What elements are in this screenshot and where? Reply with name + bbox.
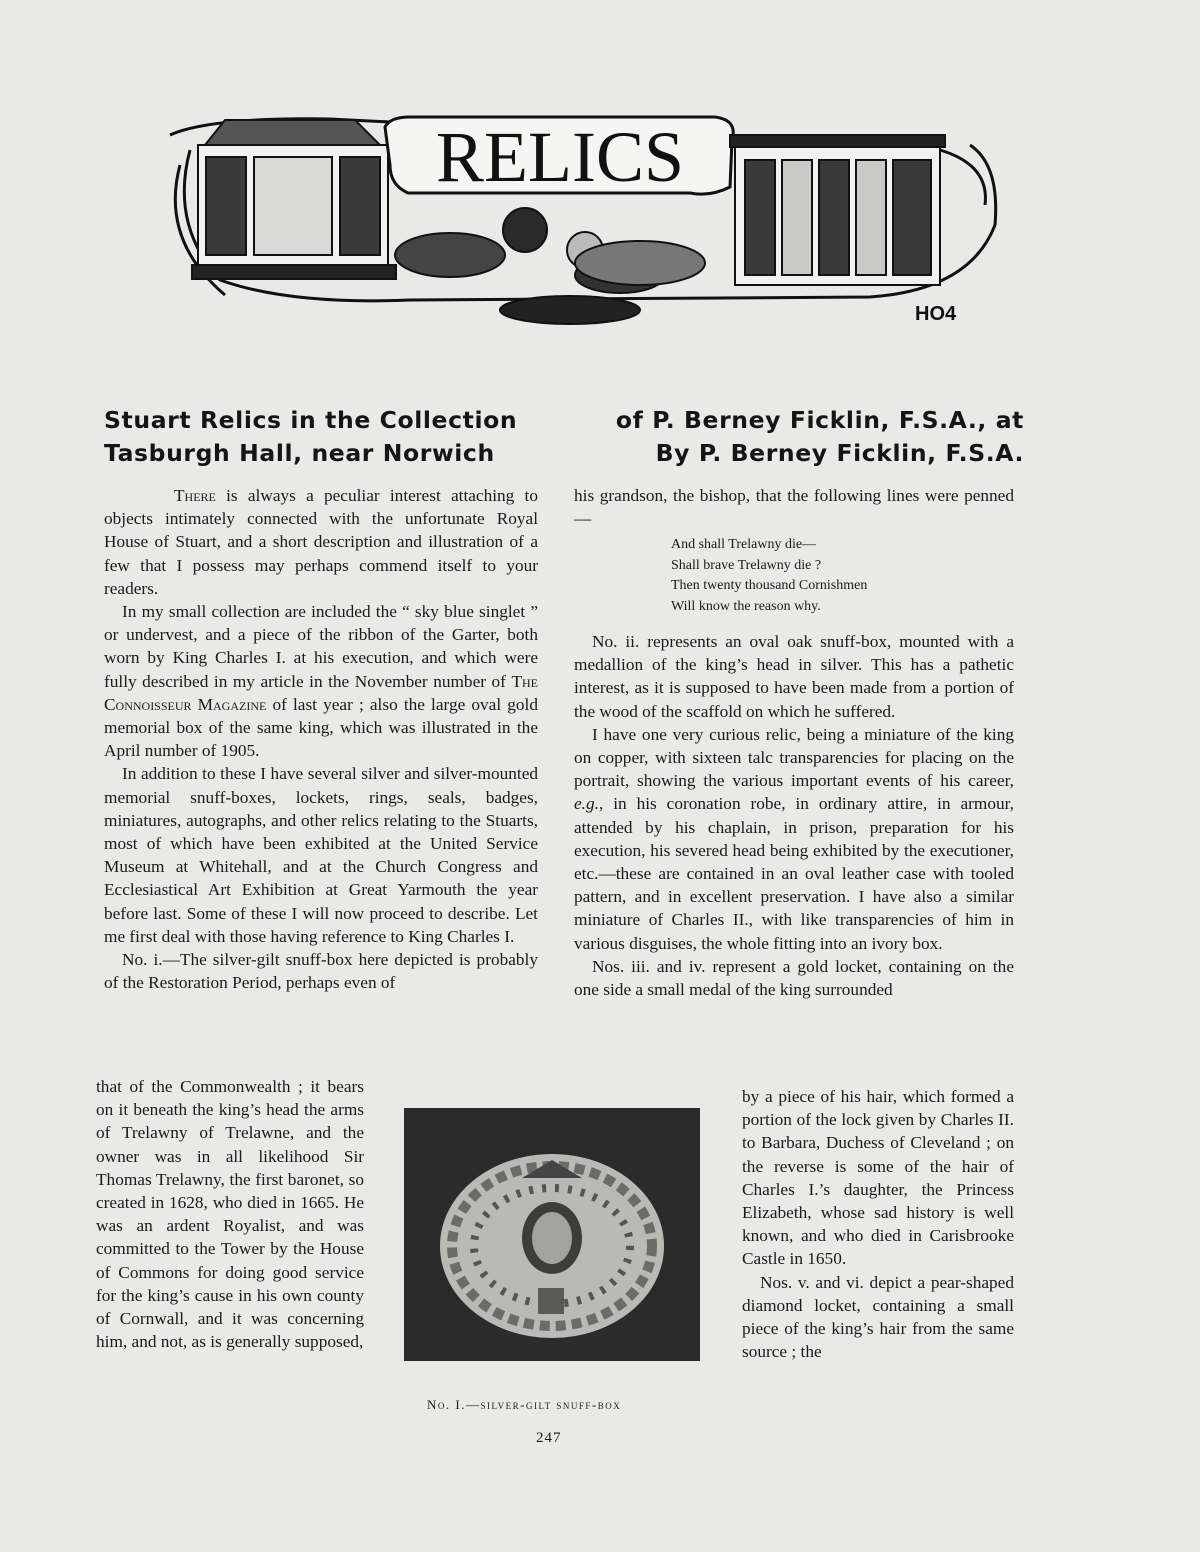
- relics-banner-word: RELICS: [435, 117, 685, 197]
- eg-abbrev: e.g.: [574, 794, 599, 814]
- artist-monogram: HO4: [915, 303, 957, 325]
- paragraph-miniature: [574, 723, 1014, 955]
- right-column: [574, 484, 1014, 530]
- paragraph-intro: [104, 484, 538, 600]
- title-line1-right: of P. Berney Ficklin, F.S.A., at: [615, 406, 1024, 434]
- left-column-wrap: [96, 1075, 364, 1353]
- relics-header-illustration: [150, 105, 1010, 335]
- paragraph-intro-text: is always a peculiar interest attaching to objects intimately connected with the unfortunate Royal House of Stuart, and a short description and illustration of a few that I possess may perhaps commend itself to your readers.: [104, 486, 538, 598]
- title-byline: By P. Berney Ficklin, F.S.A.: [655, 439, 1024, 467]
- paragraph-no-ii: No. ii. represents an oval oak snuff-box, mounted with a medallion of the king’s head in silver. This has a pathetic interest, as it is supposed to have been made from a portion of the wood of the scaffold on which he suffered.: [574, 632, 1014, 721]
- paragraph-miniature-text-a: I have one very curious relic, being a miniature of the king on copper, with sixteen talc transparencies for placing on the portrait, showing the various important events of his career,: [574, 724, 1014, 791]
- paragraph-nos-iii-iv-cont: by a piece of his hair, which formed a portion of the lock given by Charles II. to Barbara, Duchess of Cleveland ; on the reverse is some of the hair of Charles I.’s daughter, the Princess Elizabeth, whose sad history is well known, and who died in Carisbrooke Castle in 1650.: [742, 1087, 1014, 1269]
- title-line2-left: Tasburgh Hall, near Norwich: [104, 439, 495, 467]
- verse-line: Will know the reason why.: [671, 598, 821, 614]
- verse-line: Shall brave Trelawny die ?: [671, 557, 822, 573]
- paragraph-no-i-cont: that of the Commonwealth ; it bears on it beneath the king’s head the arms of Trelawny of Trelawne, and the owner was in all likelihood Sir Thomas Trelawny, the first baronet, so created in 1628, who died in 1665. He was an ardent Royalist, and was committed to the Tower by the House of Commons for doing good service for the king’s cause in his own county of Cornwall, and it was concerning him, and not, as is generally supposed,: [96, 1077, 364, 1352]
- right-column-middle: [574, 630, 1014, 1001]
- verse-line: And shall Trelawny die—: [671, 537, 817, 552]
- title-line1-left: Stuart Relics in the Collection: [104, 406, 518, 434]
- paragraph-grandson: his grandson, the bishop, that the following lines were penned—: [574, 486, 1014, 529]
- verse-line: Then twenty thousand Cornishmen: [671, 578, 868, 593]
- page-number: 247: [536, 1430, 562, 1446]
- paragraph-miniature-text-b: , in his coronation robe, in ordinary attire, in armour, attended by his chaplain, in prison, preparation for his execution, his severed head being exhibited by the executioner, etc.—these are contained in an oval leather case with tooled pattern, and in excellent preservation. I have also a similar miniature of Charles II., with like transparencies of him in various disguises, the whole fitting into an ivory box.: [574, 794, 1014, 953]
- figure-caption: [427, 1397, 621, 1413]
- magazine-name: The Connoisseur Magazine: [104, 671, 538, 714]
- dropword: There: [174, 486, 216, 505]
- paragraph-nos-v-vi: Nos. v. and vi. depict a pear-shaped diamond locket, containing a small piece of the king’s hair from the same source ; the: [742, 1272, 1014, 1362]
- paragraph-collection-text-b: of last year ; also the large oval gold memorial box of the same king, which was illustrated in the April number of 1905.: [104, 694, 538, 761]
- paragraph-no-i-start: No. i.—The silver-gilt snuff-box here depicted is probably of the Restoration Period, perhaps even of: [104, 950, 538, 993]
- article-title: [104, 404, 1024, 470]
- paragraph-nos-iii-iv-start: Nos. iii. and iv. represent a gold locket, containing on the one side a small medal of the king surrounded: [574, 956, 1014, 1000]
- trelawny-verse: [671, 535, 867, 617]
- snuff-box-photograph: [404, 1108, 700, 1361]
- paragraph-addition: In addition to these I have several silver and silver-mounted memorial snuff-boxes, lockets, rings, seals, badges, miniatures, autographs, and other relics relating to the Stuarts, most of which have been exhibited at the United Service Museum at Whitehall, and at the Church Congress and Ecclesiastical Art Exhibition at Great Yarmouth the year before last. Some of these I will now proceed to describe. Let me first deal with those having reference to King Charles I.: [104, 764, 538, 946]
- paragraph-collection-text-a: In my small collection are included the “ sky blue singlet ” or undervest, and a piece of the ribbon of the Garter, both worn by King Charles I. at his execution, and which were fully described in my article in the November number of: [104, 602, 538, 691]
- figure-caption-text: No. I.—silver-gilt snuff-box: [427, 1397, 622, 1412]
- right-column-wrap: [742, 1085, 1014, 1363]
- left-column: [104, 484, 538, 994]
- paragraph-collection: [104, 600, 538, 762]
